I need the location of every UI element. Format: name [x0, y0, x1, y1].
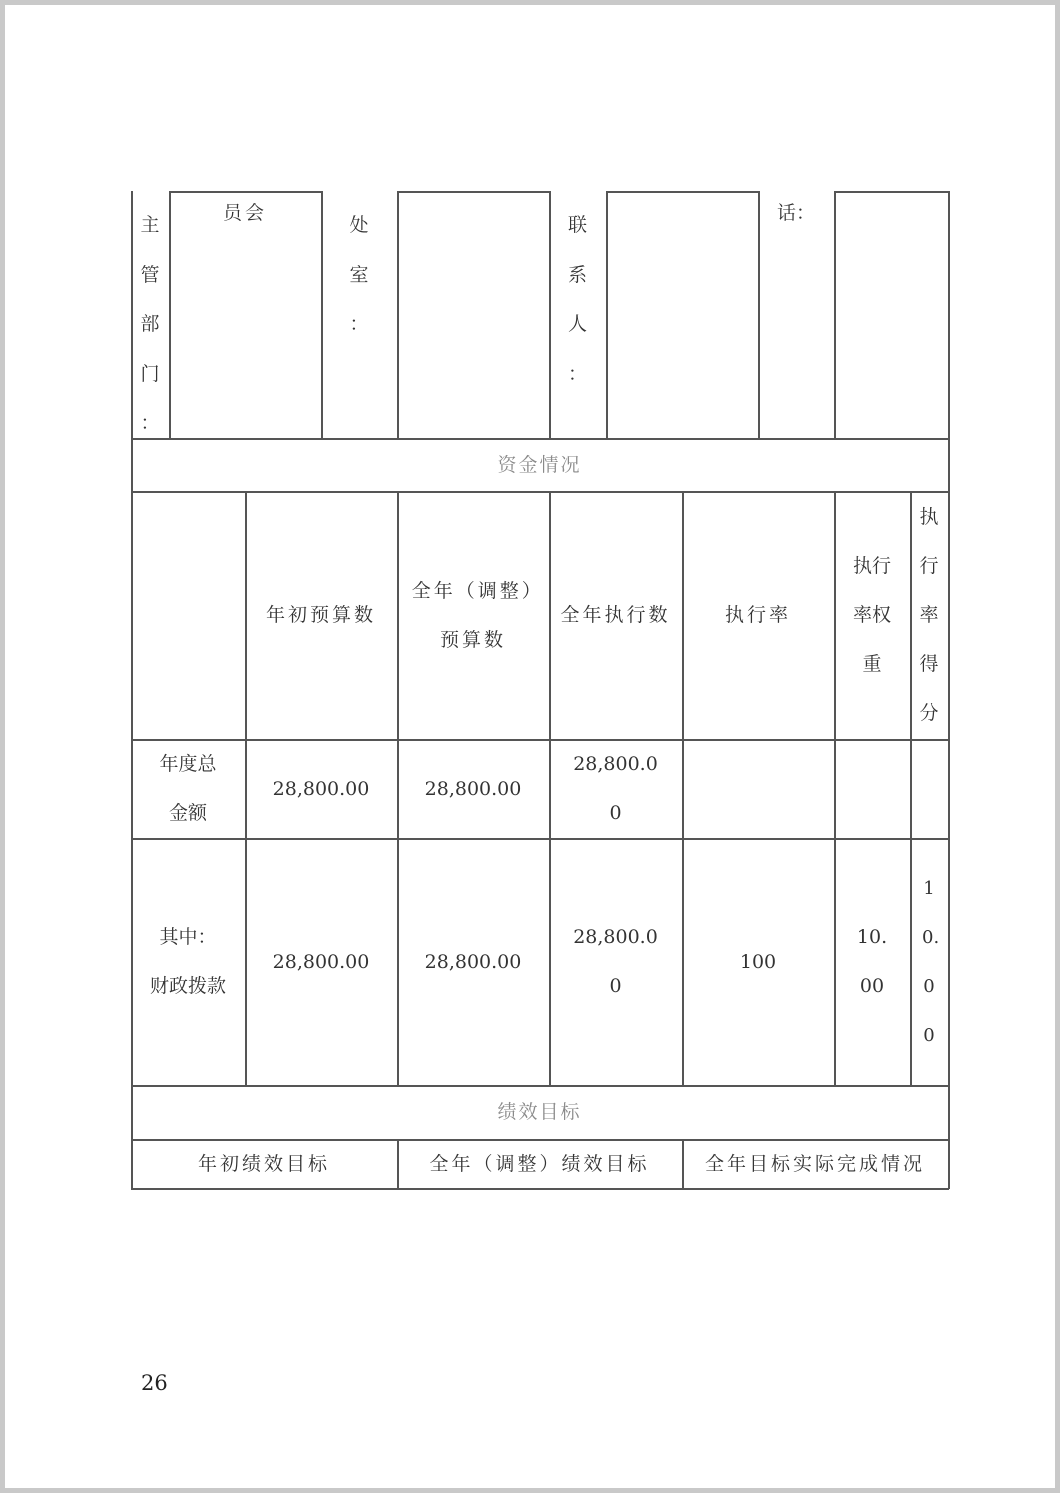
dept-label-char: 管 — [140, 263, 160, 286]
cell-initial-budget: 28,800.00 — [272, 777, 370, 800]
phone-label: 话： — [776, 202, 815, 224]
cell-adjusted-budget: 28,800.00 — [424, 950, 522, 973]
dept-label-char: 主 — [140, 214, 160, 236]
performance-section-title: 绩效目标 — [497, 1101, 582, 1124]
cell-rate-score: 10.00 — [922, 878, 940, 1046]
dept-label-char: ： — [140, 412, 160, 434]
col-initial-goal: 年初绩效目标 — [197, 1152, 330, 1175]
col-execution-rate: 执行率 — [724, 604, 791, 627]
dept-value: 员会 — [222, 202, 267, 224]
office-label-char: 处 — [349, 214, 369, 236]
document-page — [5, 5, 1055, 1488]
cell-rate-weight: 10. 00 — [856, 926, 888, 997]
dept-label — [140, 201, 159, 449]
contact-label-char: 人 — [567, 313, 587, 335]
col-rate-score: 执行率得分 — [919, 506, 939, 724]
col-adjusted-budget: 全年（调整）预算数 — [411, 579, 535, 651]
cell-annual-execution: 28,800.0 0 — [573, 926, 658, 997]
col-adjusted-goal: 全年（调整）绩效目标 — [429, 1152, 650, 1175]
office-label-char: 室 — [349, 263, 369, 286]
row-label: 年度总 金额 — [159, 753, 217, 824]
cell-adjusted-budget: 28,800.00 — [424, 777, 522, 800]
contact-label-char: 系 — [567, 263, 587, 286]
page-number: 26 — [141, 1371, 168, 1395]
cell-execution-rate: 100 — [739, 950, 777, 973]
table-row — [131, 740, 245, 838]
col-initial-budget: 年初预算数 — [265, 604, 376, 627]
contact-label-char: 联 — [567, 214, 587, 236]
cell-annual-execution: 28,800.0 0 — [573, 753, 658, 824]
cell-initial-budget: 28,800.00 — [272, 950, 370, 973]
col-rate-weight: 执行率权重 — [852, 555, 891, 675]
funds-section-title: 资金情况 — [497, 453, 582, 476]
col-annual-execution: 全年执行数 — [560, 604, 671, 627]
row-label: 其中： 财政拨款 — [149, 926, 226, 997]
table-row — [131, 839, 245, 1085]
contact-label-char: ： — [567, 362, 587, 385]
office-label-char: ： — [349, 313, 369, 335]
dept-label-char: 部 — [140, 313, 160, 335]
contact-label — [568, 201, 587, 399]
col-actual-completion: 全年目标实际完成情况 — [704, 1152, 925, 1175]
dept-label-char: 门 — [140, 362, 160, 385]
office-label — [349, 201, 368, 350]
